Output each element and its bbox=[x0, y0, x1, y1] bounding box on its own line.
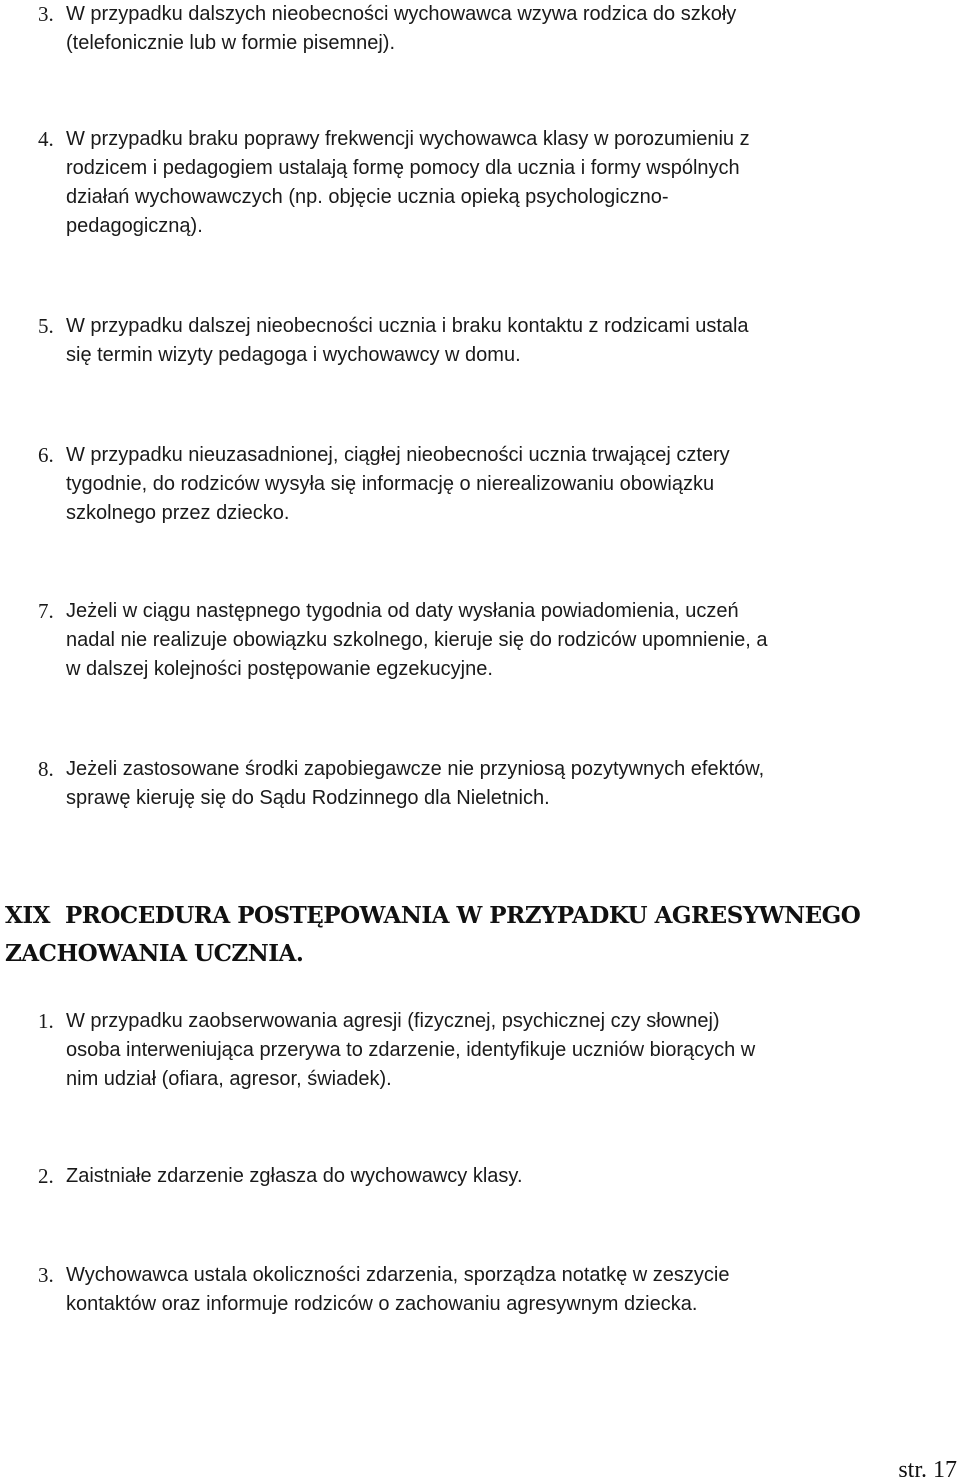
list-item-number: 4. bbox=[38, 127, 54, 151]
text-line: w dalszej kolejności postępowanie egzekucyjne. bbox=[66, 658, 493, 680]
text-line: się termin wizyty pedagoga i wychowawcy w domu. bbox=[66, 344, 521, 366]
list-item-top-3 bbox=[38, 0, 736, 58]
text-line: sprawę kieruję się do Sądu Rodzinnego dla Nieletnich. bbox=[66, 787, 550, 809]
text-line: Jeżeli zastosowane środki zapobiegawcze nie przyniosą pozytywnych efektów, bbox=[66, 758, 765, 780]
text-line: działań wychowawczych (np. objęcie ucznia opieką psychologiczno- bbox=[66, 186, 669, 208]
list-item-bottom-1 bbox=[38, 1007, 755, 1094]
list-item-top-7 bbox=[38, 597, 768, 684]
list-item-top-4 bbox=[38, 125, 750, 241]
list-item-number: 2. bbox=[38, 1164, 54, 1188]
list-item-top-6 bbox=[38, 441, 730, 528]
list-item-number: 6. bbox=[38, 443, 54, 467]
list-item-bottom-3 bbox=[38, 1261, 729, 1319]
list-item-bottom-2 bbox=[38, 1162, 523, 1191]
list-item-text bbox=[66, 0, 736, 58]
text-line: osoba interweniująca przerywa to zdarzenie, identyfikuje uczniów biorących w bbox=[66, 1039, 756, 1061]
list-item-text bbox=[66, 1007, 755, 1094]
text-line: pedagogiczną). bbox=[66, 215, 203, 237]
text-line: (telefonicznie lub w formie pisemnej). bbox=[66, 32, 396, 54]
section-heading-line: XIX PROCEDURA POSTĘPOWANIA W PRZYPADKU AGRESYWNEGO bbox=[5, 902, 861, 929]
text-line: rodzicem i pedagogiem ustalają formę pomocy dla ucznia i formy wspólnych bbox=[66, 157, 740, 179]
text-line: nadal nie realizuje obowiązku szkolnego, kieruje się do rodziców upomnienie, a bbox=[66, 629, 768, 651]
section-heading-line: ZACHOWANIA UCZNIA. bbox=[5, 940, 304, 967]
list-item-number: 1. bbox=[38, 1009, 54, 1033]
list-item-text bbox=[66, 441, 730, 528]
text-line: kontaktów oraz informuje rodziców o zachowaniu agresywnym dziecka. bbox=[66, 1293, 698, 1315]
text-line: tygodnie, do rodziców wysyła się informację o nierealizowaniu obowiązku bbox=[66, 473, 715, 495]
text-line: W przypadku zaobserwowania agresji (fizycznej, psychicznej czy słownej) bbox=[66, 1010, 720, 1032]
text-line: nim udział (ofiara, agresor, świadek). bbox=[66, 1068, 392, 1090]
list-item-text bbox=[66, 125, 750, 241]
list-item-text bbox=[66, 755, 764, 813]
list-item-text bbox=[66, 1162, 523, 1191]
text-line: Zaistniałe zdarzenie zgłasza do wychowawcy klasy. bbox=[66, 1165, 523, 1187]
text-line: szkolnego przez dziecko. bbox=[66, 502, 290, 524]
text-line: W przypadku dalszych nieobecności wychowawca wzywa rodzica do szkoły bbox=[66, 3, 737, 25]
page-number: str. 17 bbox=[898, 1457, 957, 1483]
text-line: Wychowawca ustala okoliczności zdarzenia, sporządza notatkę w zeszycie bbox=[66, 1264, 730, 1286]
text-line: Jeżeli w ciągu następnego tygodnia od daty wysłania powiadomienia, uczeń bbox=[66, 600, 739, 622]
list-item-number: 5. bbox=[38, 314, 54, 338]
text-line: W przypadku dalszej nieobecności ucznia i braku kontaktu z rodzicami ustala bbox=[66, 315, 749, 337]
list-item-top-5 bbox=[38, 312, 749, 370]
list-item-text bbox=[66, 312, 749, 370]
list-item-number: 7. bbox=[38, 599, 54, 623]
section-heading bbox=[5, 897, 860, 973]
list-item-number: 8. bbox=[38, 757, 54, 781]
list-item-top-8 bbox=[38, 755, 764, 813]
list-item-text bbox=[66, 597, 768, 684]
text-line: W przypadku nieuzasadnionej, ciągłej nieobecności ucznia trwającej cztery bbox=[66, 444, 730, 466]
text-line: W przypadku braku poprawy frekwencji wychowawca klasy w porozumieniu z bbox=[66, 128, 750, 150]
list-item-text bbox=[66, 1261, 729, 1319]
list-item-number: 3. bbox=[38, 2, 54, 26]
list-item-number: 3. bbox=[38, 1263, 54, 1287]
